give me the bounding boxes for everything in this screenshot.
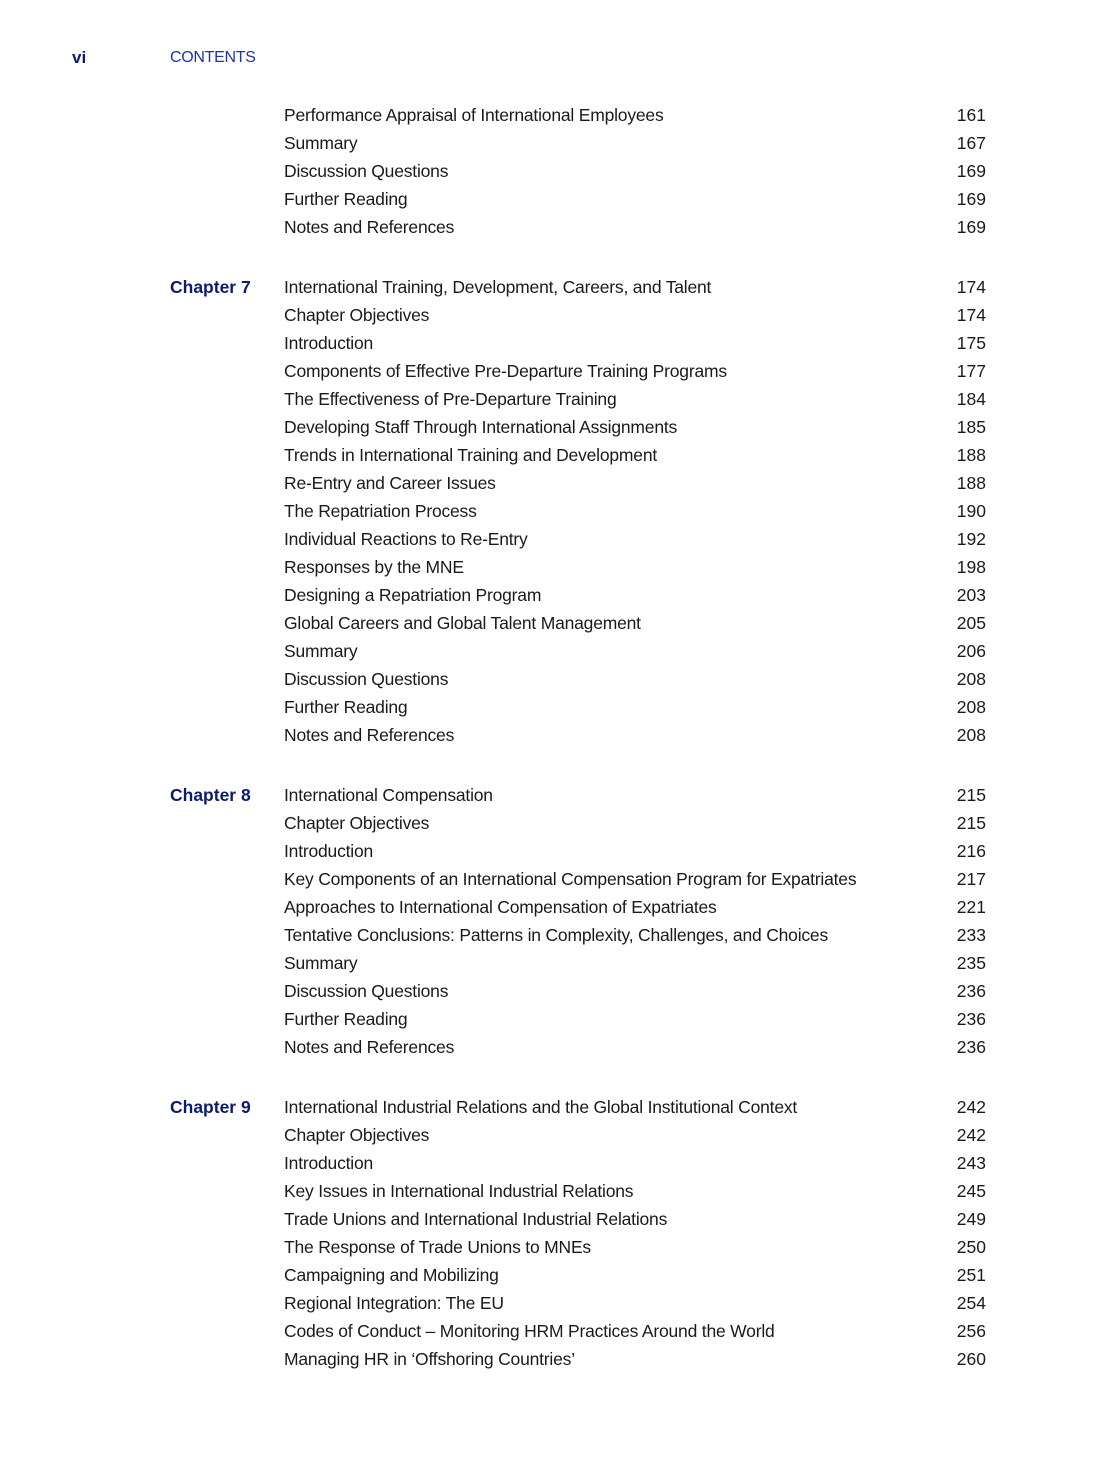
- chapter-label: Chapter 9: [170, 1097, 251, 1117]
- toc-section: [0, 273, 1106, 749]
- toc-entry-title: Managing HR in ‘Offshoring Countries’: [284, 1349, 575, 1369]
- toc-entry[interactable]: [0, 865, 1106, 893]
- toc-section: [0, 101, 1106, 241]
- toc-entry-page-number: 256: [956, 1321, 986, 1341]
- toc-entry-page-number: 236: [956, 1037, 986, 1057]
- toc-entry[interactable]: [0, 1345, 1106, 1373]
- toc-entry[interactable]: [0, 357, 1106, 385]
- toc-entry-page-number: 184: [956, 389, 986, 409]
- toc-entry[interactable]: [0, 921, 1106, 949]
- toc-entry[interactable]: [0, 1233, 1106, 1261]
- toc-entry-page-number: 235: [956, 953, 986, 973]
- toc-entry[interactable]: [0, 837, 1106, 865]
- toc-entry[interactable]: [0, 581, 1106, 609]
- toc-entry-page-number: 203: [956, 585, 986, 605]
- toc-entry-title: Notes and References: [284, 725, 455, 745]
- toc-entry[interactable]: [0, 157, 1106, 185]
- toc-entry-title: Summary: [284, 641, 358, 661]
- toc-entry-title: International Training, Development, Careers, and Talent: [284, 277, 712, 297]
- toc-entry[interactable]: [0, 1261, 1106, 1289]
- toc-entry-page-number: 188: [956, 473, 986, 493]
- toc-entry[interactable]: [0, 1317, 1106, 1345]
- toc-entry-title: The Effectiveness of Pre-Departure Training: [284, 389, 617, 409]
- toc-entry-title: Further Reading: [284, 189, 408, 209]
- toc-entry[interactable]: [0, 949, 1106, 977]
- toc-entry-title: Notes and References: [284, 217, 455, 237]
- toc-entry[interactable]: [0, 1289, 1106, 1317]
- toc-entry[interactable]: [0, 213, 1106, 241]
- toc-entry-title: Key Issues in International Industrial Relations: [284, 1181, 634, 1201]
- toc-entry-page-number: 198: [956, 557, 986, 577]
- toc-entry[interactable]: [0, 385, 1106, 413]
- toc-entry-title: Key Components of an International Compensation Program for Expatriates: [284, 869, 857, 889]
- toc-entry[interactable]: [0, 553, 1106, 581]
- chapter-label: Chapter 8: [170, 785, 251, 805]
- toc-entry[interactable]: [0, 809, 1106, 837]
- toc-entry[interactable]: [0, 273, 1106, 301]
- toc-entry-page-number: 177: [956, 361, 986, 381]
- toc-entry-title: Components of Effective Pre-Departure Training Programs: [284, 361, 727, 381]
- toc-entry[interactable]: [0, 609, 1106, 637]
- toc-entry-page-number: 217: [956, 869, 986, 889]
- toc-entry-page-number: 221: [956, 897, 986, 917]
- toc-entry-title: Trends in International Training and Development: [284, 445, 658, 465]
- toc-entry-title: Trade Unions and International Industrial Relations: [284, 1209, 668, 1229]
- toc-entry-page-number: 185: [956, 417, 986, 437]
- toc-section: [0, 781, 1106, 1061]
- page-header: [72, 48, 1072, 72]
- toc-entry-title: Designing a Repatriation Program: [284, 585, 542, 605]
- toc-entry[interactable]: [0, 893, 1106, 921]
- toc-entry[interactable]: [0, 525, 1106, 553]
- toc-entry[interactable]: [0, 1093, 1106, 1121]
- toc-entry-title: Global Careers and Global Talent Management: [284, 613, 641, 633]
- toc-entry-title: Developing Staff Through International Assignments: [284, 417, 678, 437]
- toc-entry-title: Campaigning and Mobilizing: [284, 1265, 499, 1285]
- toc-entry[interactable]: [0, 329, 1106, 357]
- toc-entry-title: Regional Integration: The EU: [284, 1293, 504, 1313]
- toc-entry[interactable]: [0, 1205, 1106, 1233]
- toc-entry-page-number: 169: [956, 161, 986, 181]
- toc-entry-title: Discussion Questions: [284, 161, 449, 181]
- toc-entry-page-number: 192: [956, 529, 986, 549]
- toc-entry[interactable]: [0, 1149, 1106, 1177]
- toc-entry-page-number: 205: [956, 613, 986, 633]
- toc-entry-title: Tentative Conclusions: Patterns in Complexity, Challenges, and Choices: [284, 925, 829, 945]
- toc-entry-title: Discussion Questions: [284, 669, 449, 689]
- running-title: CONTENTS: [170, 49, 256, 66]
- toc-entry-title: Responses by the MNE: [284, 557, 464, 577]
- toc-entry[interactable]: [0, 469, 1106, 497]
- toc-entry-title: Further Reading: [284, 1009, 408, 1029]
- toc-entry-page-number: 208: [956, 669, 986, 689]
- toc-entry-title: Summary: [284, 133, 358, 153]
- toc-entry[interactable]: [0, 637, 1106, 665]
- toc-entry-title: Chapter Objectives: [284, 1125, 430, 1145]
- toc-entry[interactable]: [0, 301, 1106, 329]
- toc-entry-page-number: 242: [956, 1125, 986, 1145]
- toc-entry-page-number: 169: [956, 189, 986, 209]
- toc-entry[interactable]: [0, 1177, 1106, 1205]
- toc-entry-page-number: 169: [956, 217, 986, 237]
- toc-section: [0, 1093, 1106, 1373]
- toc-entry-page-number: 249: [956, 1209, 986, 1229]
- toc-entry-page-number: 206: [956, 641, 986, 661]
- toc-entry-page-number: 251: [956, 1265, 986, 1285]
- toc-entry[interactable]: [0, 665, 1106, 693]
- toc-entry-page-number: 245: [956, 1181, 986, 1201]
- toc-entry-title: Introduction: [284, 333, 374, 353]
- toc-entry-title: Codes of Conduct – Monitoring HRM Practices Around the World: [284, 1321, 775, 1341]
- toc-entry-title: Chapter Objectives: [284, 305, 430, 325]
- page-number: vi: [72, 48, 87, 67]
- toc-entry-title: The Response of Trade Unions to MNEs: [284, 1237, 591, 1257]
- table-of-contents: [0, 101, 1106, 1405]
- toc-entry-page-number: 175: [956, 333, 986, 353]
- toc-entry[interactable]: [0, 1121, 1106, 1149]
- toc-entry-title: Summary: [284, 953, 358, 973]
- toc-entry-page-number: 161: [956, 105, 986, 125]
- toc-entry-page-number: 208: [956, 725, 986, 745]
- toc-entry-title: Discussion Questions: [284, 981, 449, 1001]
- toc-entry-page-number: 167: [956, 133, 986, 153]
- toc-entry-title: The Repatriation Process: [284, 501, 477, 521]
- toc-entry-page-number: 233: [956, 925, 986, 945]
- toc-entry-page-number: 236: [956, 981, 986, 1001]
- toc-entry-title: Introduction: [284, 841, 374, 861]
- toc-entry-page-number: 236: [956, 1009, 986, 1029]
- toc-entry[interactable]: [0, 781, 1106, 809]
- toc-entry-title: Chapter Objectives: [284, 813, 430, 833]
- toc-entry-page-number: 208: [956, 697, 986, 717]
- toc-entry-title: Approaches to International Compensation of Expatriates: [284, 897, 717, 917]
- toc-entry-page-number: 215: [956, 785, 986, 805]
- toc-entry-page-number: 174: [956, 305, 986, 325]
- toc-entry[interactable]: [0, 977, 1106, 1005]
- toc-entry-page-number: 216: [956, 841, 986, 861]
- toc-entry[interactable]: [0, 441, 1106, 469]
- toc-entry[interactable]: [0, 129, 1106, 157]
- toc-entry-title: Notes and References: [284, 1037, 455, 1057]
- toc-entry-page-number: 254: [956, 1293, 986, 1313]
- toc-entry-title: International Industrial Relations and the Global Institutional Context: [284, 1097, 798, 1117]
- toc-entry-page-number: 260: [956, 1349, 986, 1369]
- toc-entry[interactable]: [0, 185, 1106, 213]
- toc-entry-page-number: 242: [956, 1097, 986, 1117]
- toc-entry-page-number: 215: [956, 813, 986, 833]
- toc-entry[interactable]: [0, 413, 1106, 441]
- toc-entry-page-number: 174: [956, 277, 986, 297]
- toc-entry[interactable]: [0, 721, 1106, 749]
- toc-entry-page-number: 188: [956, 445, 986, 465]
- toc-entry-page-number: 190: [956, 501, 986, 521]
- toc-entry[interactable]: [0, 101, 1106, 129]
- toc-entry-title: Performance Appraisal of International Employees: [284, 105, 664, 125]
- toc-entry-page-number: 243: [956, 1153, 986, 1173]
- toc-entry-page-number: 250: [956, 1237, 986, 1257]
- toc-entry-title: Individual Reactions to Re-Entry: [284, 529, 528, 549]
- toc-entry-title: Further Reading: [284, 697, 408, 717]
- toc-entry[interactable]: [0, 1033, 1106, 1061]
- toc-entry-title: Re-Entry and Career Issues: [284, 473, 496, 493]
- toc-entry-title: International Compensation: [284, 785, 493, 805]
- toc-entry[interactable]: [0, 497, 1106, 525]
- toc-entry-title: Introduction: [284, 1153, 374, 1173]
- toc-entry[interactable]: [0, 693, 1106, 721]
- chapter-label: Chapter 7: [170, 277, 251, 297]
- toc-entry[interactable]: [0, 1005, 1106, 1033]
